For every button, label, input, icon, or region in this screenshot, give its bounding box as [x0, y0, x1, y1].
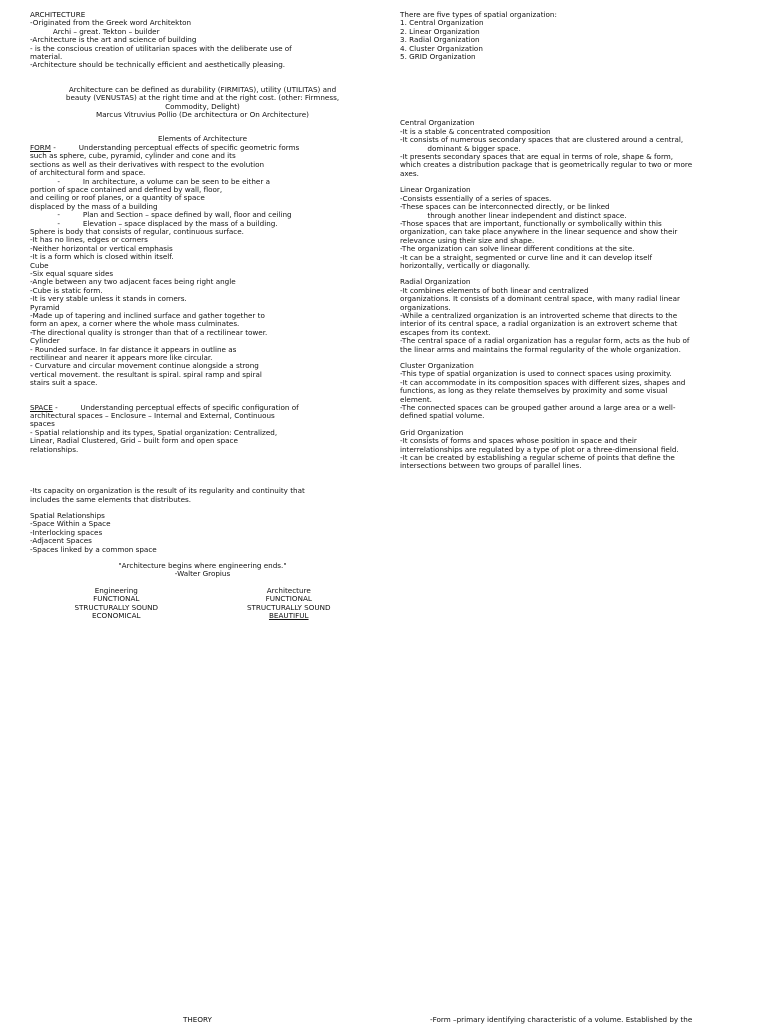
- text-line: form an apex, a corner where the whole mass culminates.: [30, 319, 240, 329]
- text-line: interrelationships are regulated by a type of plot or a three-dimensional field.: [400, 444, 679, 454]
- text-line: Grid Organization: [400, 427, 464, 437]
- text-line: Architecture: [266, 585, 311, 595]
- text-line: -Consists essentially of a series of spaces.: [400, 193, 552, 203]
- left-column: [30, 11, 375, 620]
- text-line: There are five types of spatial organization:: [400, 10, 557, 19]
- text-line: FUNCTIONAL: [93, 594, 140, 604]
- text-line: dominant & bigger space.: [400, 143, 521, 153]
- central-organization: [400, 119, 745, 178]
- text-line: such as sphere, cube, pyramid, cylinder and cone and its: [30, 151, 236, 161]
- text-line: -It can accommodate in its composition spaces with different sizes, shapes and: [400, 377, 686, 387]
- text-line: vertical movement. the resultant is spiral. spiral ramp and spiral: [30, 369, 262, 379]
- text-line: - Elevation – space displaced by the mass of a building.: [30, 218, 278, 228]
- text-line: the linear arms and maintains the formal regularity of the whole organization.: [400, 344, 681, 354]
- text-line: -These spaces can be interconnected directly, or be linked: [400, 202, 610, 212]
- text-line: interior of its central space, a radial organization is an extrovert scheme that: [400, 319, 678, 329]
- text-line: -It consists of numerous secondary spaces that are clustered around a central,: [400, 135, 684, 145]
- text-line: -The directional quality is stronger than that of a rectilinear tower.: [30, 327, 268, 337]
- text-line: -The central space of a radial organization has a regular form, acts as the hub of: [400, 336, 690, 346]
- text-line: horizontally, vertically or diagonally.: [400, 260, 531, 270]
- text-line: architectural spaces – Enclosure – Internal and External, Continuous: [30, 411, 275, 421]
- grid-organization: [400, 429, 745, 471]
- text-line: 2. Linear Organization: [400, 26, 480, 36]
- text-line: intersections between two groups of parallel lines.: [400, 461, 582, 471]
- text-line: - Spatial relationship and its types, Spatial organization: Centralized,: [30, 427, 278, 437]
- text-line: Engineering: [94, 585, 138, 595]
- text-line: -The connected spaces can be grouped gather around a large area or a well-: [400, 403, 676, 413]
- text-line: - Plan and Section – space defined by wall, floor and ceiling: [30, 210, 292, 220]
- text-line: Linear Organization: [400, 185, 471, 195]
- text-line: Cluster Organization: [400, 361, 474, 370]
- text-line: -Originated from the Greek word Architekton: [30, 18, 192, 28]
- text-line: which creates a distribution package that is geometrically regular to two or more: [400, 160, 693, 170]
- radial-organization: [400, 278, 745, 354]
- text-line: Marcus Vitruvius Pollio (De architectura or On Architecture): [96, 110, 309, 120]
- text-line: stairs suit a space.: [30, 378, 98, 388]
- text-line: -Angle between any two adjacent faces being right angle: [30, 277, 236, 287]
- text-line: -Architecture should be technically efficient and aesthetically pleasing.: [30, 60, 286, 70]
- text-line: of architectural form and space.: [30, 168, 146, 178]
- text-line: -It combines elements of both linear and centralized: [400, 285, 589, 295]
- text-line: escapes from its context.: [400, 327, 491, 337]
- linear-organization: [400, 186, 745, 270]
- theory-heading: THEORY: [183, 1015, 212, 1024]
- text-line: and ceiling or roof planes, or a quantity of space: [30, 193, 205, 203]
- text-line: - Curvature and circular movement continue alongside a strong: [30, 361, 259, 371]
- text-line: Spatial Relationships: [30, 510, 105, 520]
- text-line: axes.: [400, 168, 419, 178]
- architecture-intro: [30, 11, 375, 70]
- text-line: -Neither horizontal or vertical emphasis: [30, 243, 173, 253]
- text-line: Sphere is body that consists of regular, continuous surface.: [30, 226, 244, 236]
- text-line: spaces: [30, 419, 55, 429]
- text-line: Cylinder: [30, 336, 60, 346]
- text-line: 1. Central Organization: [400, 18, 484, 28]
- text-line: -The organization can solve linear different conditions at the site.: [400, 244, 635, 254]
- spatial-relationships: [30, 512, 375, 554]
- gropius-quote: "Architecture begins where engineering ends.": [118, 560, 287, 570]
- text-line: displaced by the mass of a building: [30, 201, 158, 211]
- text-line: ECONOMICAL: [91, 610, 141, 620]
- text-line: -Architecture is the art and science of building: [30, 35, 197, 45]
- text-line: defined spatial volume.: [400, 411, 485, 421]
- text-line: 3. Radial Organization: [400, 35, 480, 45]
- text-line: through another linear independent and distinct space.: [400, 210, 627, 220]
- text-line: portion of space contained and defined by wall, floor,: [30, 184, 223, 194]
- form-first-text: - Understanding perceptual effects of specific geometric forms: [51, 142, 300, 152]
- architecture-column-lines: [203, 587, 376, 612]
- text-line: Cube: [30, 260, 49, 270]
- text-line: Central Organization: [400, 118, 475, 128]
- text-line: -Spaces linked by a common space: [30, 544, 157, 554]
- organization-types: [400, 11, 745, 61]
- text-line: rectilinear and nearer it appears more like circular.: [30, 353, 213, 363]
- form-definition-line: -Form –primary identifying characteristic of a volume. Established by the: [430, 1015, 693, 1024]
- text-line: -This type of spatial organization is used to connect spaces using proximity.: [400, 369, 672, 379]
- quote-author: -Walter Gropius: [174, 569, 231, 579]
- text-line: 4. Cluster Organization: [400, 43, 483, 53]
- text-line: - is the conscious creation of utilitarian spaces with the deliberate use of: [30, 43, 292, 53]
- text-line: Linear, Radial Clustered, Grid – built form and open space: [30, 436, 238, 446]
- text-line: -Adjacent Spaces: [30, 536, 92, 546]
- text-line: -Six equal square sides: [30, 268, 114, 278]
- text-line: -It has no lines, edges or corners: [30, 235, 148, 245]
- text-line: organizations.: [400, 302, 451, 312]
- text-line: 5. GRID Organization: [400, 52, 476, 62]
- text-line: - In architecture, a volume can be seen to be either a: [30, 176, 270, 186]
- comparison-table: [30, 587, 375, 621]
- text-line: Architecture can be defined as durability (FIRMITAS), utility (UTILITAS) and: [68, 84, 337, 94]
- right-column: [400, 11, 745, 471]
- space-label: SPACE: [30, 402, 53, 412]
- text-line: organizations. It consists of a dominant central space, with many radial linear: [400, 294, 680, 304]
- text-line: -Space Within a Space: [30, 519, 111, 529]
- text-line: relevance using their size and shape.: [400, 235, 535, 245]
- form-label: FORM: [30, 142, 51, 152]
- text-line: organization, can take place anywhere in the linear sequence and show their: [400, 227, 678, 237]
- text-line: ARCHITECTURE: [30, 10, 86, 19]
- cluster-organization: [400, 362, 745, 421]
- text-line: - Rounded surface. In far distance it appears in outline as: [30, 344, 237, 354]
- text-line: Radial Organization: [400, 277, 471, 287]
- text-line: -It is very stable unless it stands in corners.: [30, 294, 187, 304]
- capacity-note: [30, 487, 375, 504]
- elements-title: Elements of Architecture: [157, 134, 247, 144]
- text-line: -While a centralized organization is an introverted scheme that directs to the: [400, 310, 678, 320]
- form-section: [30, 152, 375, 387]
- text-line: -Cube is static form.: [30, 285, 103, 295]
- beautiful-label: BEAUTIFUL: [268, 610, 309, 620]
- text-line: -Made up of tapering and inclined surface and gather together to: [30, 311, 265, 320]
- text-line: -Interlocking spaces: [30, 527, 103, 537]
- architecture-definition: [30, 86, 375, 120]
- text-line: Commodity, Delight): [165, 101, 240, 111]
- text-line: material.: [30, 52, 63, 62]
- architecture-column: [203, 587, 376, 621]
- text-line: beauty (VENUSTAS) at the right time and at the right cost. (other: Firmness,: [65, 93, 340, 103]
- text-line: includes the same elements that distributes.: [30, 494, 192, 504]
- text-line: STRUCTURALLY SOUND: [74, 602, 159, 612]
- text-line: -It can be created by establishing a regular scheme of points that define the: [400, 453, 675, 463]
- space-section: [30, 412, 375, 454]
- text-line: -It is a form which is closed within itself.: [30, 252, 174, 262]
- text-line: sections as well as their derivatives with respect to the evolution: [30, 159, 265, 169]
- text-line: -It is a stable & concentrated composition: [400, 126, 551, 136]
- text-line: FUNCTIONAL: [265, 594, 312, 604]
- text-line: -It presents secondary spaces that are equal in terms of role, shape & form,: [400, 152, 674, 162]
- space-first-text: - Understanding perceptual effects of specific configuration of: [52, 402, 299, 412]
- text-line: functions, as long as they relate themselves by proximity and some visual: [400, 386, 668, 396]
- text-line: Pyramid: [30, 302, 60, 312]
- text-line: -It consists of forms and spaces whose position in space and their: [400, 436, 637, 446]
- text-line: -Those spaces that are important, functionally or symbolically within this: [400, 218, 662, 228]
- text-line: STRUCTURALLY SOUND: [246, 602, 331, 612]
- engineering-column: [30, 587, 203, 621]
- text-line: -It can be a straight, segmented or curve line and it can develop itself: [400, 252, 653, 262]
- text-line: -Its capacity on organization is the result of its regularity and continuity that: [30, 486, 305, 496]
- text-line: relationships.: [30, 444, 79, 454]
- text-line: element.: [400, 394, 432, 404]
- text-line: Archi – great. Tekton – builder: [30, 26, 160, 36]
